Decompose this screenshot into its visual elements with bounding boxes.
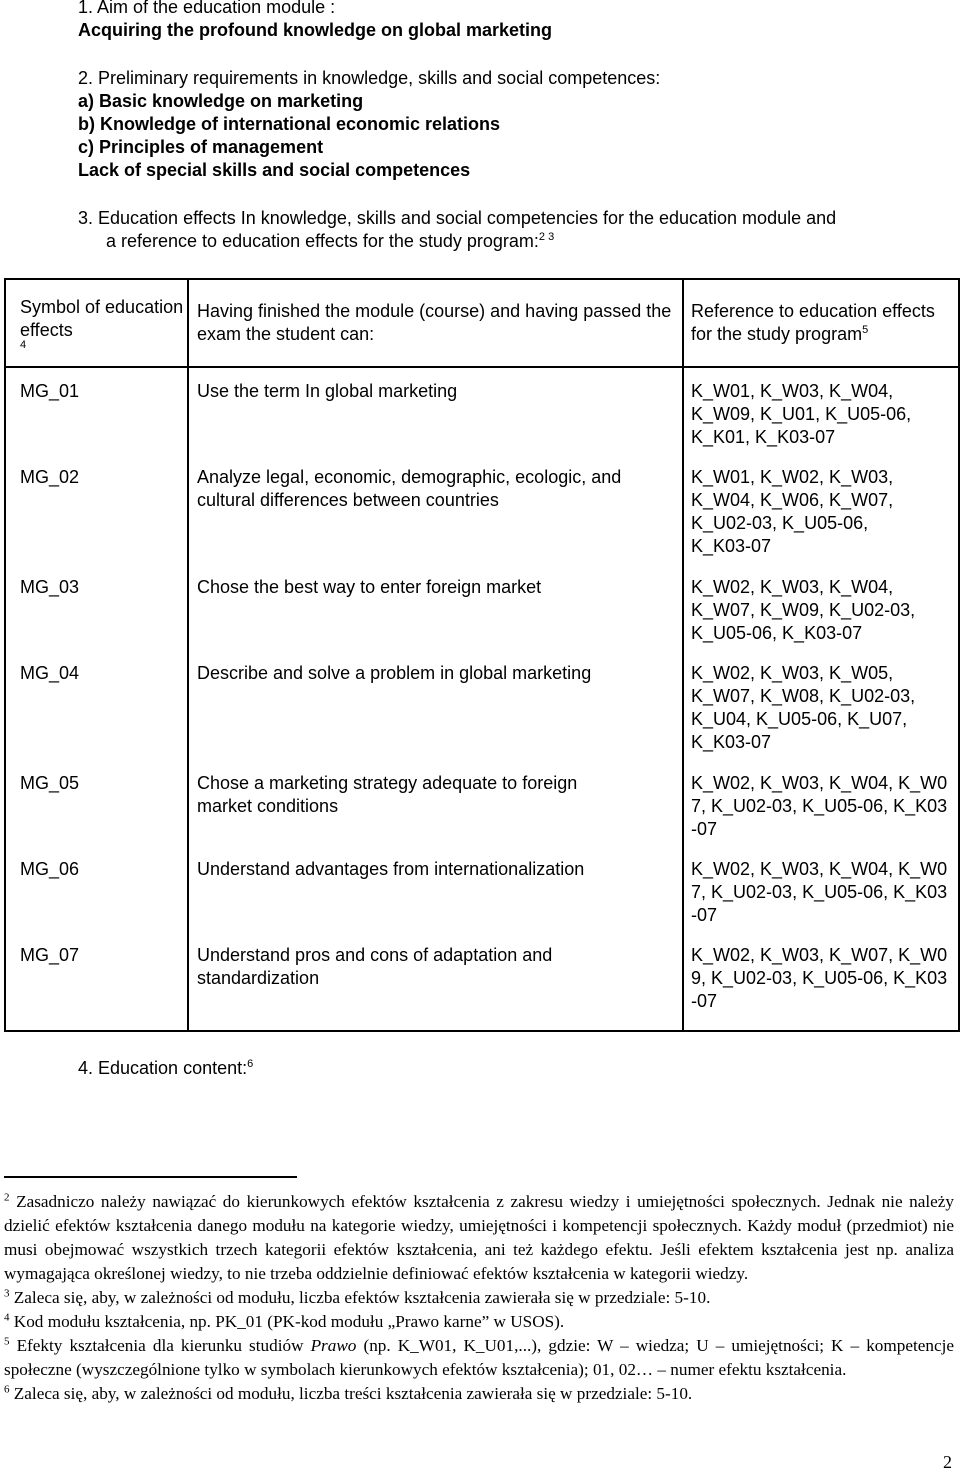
footnote-number: 5 bbox=[4, 1335, 10, 1348]
table-cell-reference: K_W02, K_W03, K_W05, K_W07, K_W08, K_U02-03, K_U04, K_U05-06, K_U07, K_K03-07 bbox=[691, 663, 916, 752]
footnote bbox=[4, 1286, 954, 1310]
footnotes bbox=[4, 1190, 954, 1406]
header-reference-label: Reference to education effects for the study program bbox=[691, 301, 935, 344]
table-cell-symbol: MG_05 bbox=[20, 773, 80, 793]
footnote bbox=[4, 1190, 954, 1286]
module-aim: Acquiring the profound knowledge on global marketing bbox=[78, 20, 553, 40]
footnote bbox=[4, 1310, 954, 1334]
table-body-row bbox=[5, 367, 959, 1031]
requirement-c: c) Principles of management bbox=[78, 137, 324, 157]
requirement-note: Lack of special skills and social competences bbox=[78, 160, 471, 180]
header-effect bbox=[188, 279, 683, 367]
section3-heading-text: a reference to education effects for the study program: bbox=[106, 231, 539, 251]
footnote-text: Zasadniczo należy nawiązać do kierunkowych efektów kształcenia z zakresu wiedzy i umiejętności społecznych. Jednak nie należy dzielić efektów kształcenia danego modułu na kategorie wiedzy, umiejętności i kompetencji społecznych. Każdy moduł (przedmiot) nie musi obejmować wszystkich trzech kategorii efektów kształcenia, ani też każdego efektu. Jeśli efektem kształcenia jest np. analiza wymagająca określonej wiedzy, to nie trzeba oddzielnie definiować efektów kształcenia w kategorii wiedzy. bbox=[4, 1192, 954, 1283]
section3-heading: 3. Education effects In knowledge, skills and social competencies for the education module and bbox=[78, 208, 837, 228]
footnote-number: 4 bbox=[4, 1311, 10, 1324]
table-cell-reference: K_W02, K_W03, K_W04, K_W07, K_U02-03, K_U05-06, K_K03-07 bbox=[691, 773, 948, 839]
footnote-text: Kod modułu kształcenia, np. PK_01 (PK-kod modułu „Prawo karne” w USOS). bbox=[13, 1312, 565, 1331]
table-header-row bbox=[5, 279, 959, 367]
header-symbol bbox=[5, 279, 188, 367]
footnote-number: 2 bbox=[4, 1191, 10, 1204]
footnote-number: 6 bbox=[4, 1383, 10, 1396]
footnote-text: Zaleca się, aby, w zależności od modułu, liczba treści kształcenia zawierała się w przedziale: 5-10. bbox=[13, 1384, 693, 1403]
section4-heading bbox=[78, 1057, 253, 1080]
table-cell-effect: Analyze legal, economic, demographic, ecologic, and cultural differences between countries bbox=[197, 467, 622, 510]
table-cell-reference: K_W02, K_W03, K_W07, K_W09, K_U02-03, K_U05-06, K_K03-07 bbox=[691, 945, 948, 1011]
footnote-separator bbox=[4, 1176, 297, 1178]
table-cell-reference: K_W01, K_W02, K_W03, K_W04, K_W06, K_W07, K_U02-03, K_U05-06, K_K03-07 bbox=[691, 467, 894, 556]
table-cell-symbol: MG_01 bbox=[20, 381, 80, 401]
requirement-b: b) Knowledge of international economic relations bbox=[78, 114, 501, 134]
table-cell-symbol: MG_03 bbox=[20, 577, 80, 597]
table-cell-effect: Understand advantages from internationalization bbox=[197, 859, 585, 879]
footnote-ref: 6 bbox=[247, 1058, 254, 1070]
footnote-text: Efekty kształcenia dla kierunku studiów bbox=[16, 1336, 311, 1355]
page-number: 2 bbox=[943, 1452, 952, 1472]
reference-column bbox=[683, 367, 959, 1031]
table-cell-effect: Chose the best way to enter foreign market bbox=[197, 577, 542, 597]
table-cell-reference: K_W02, K_W03, K_W04, K_W07, K_W09, K_U02-03, K_U05-06, K_K03-07 bbox=[691, 577, 916, 643]
table-cell-effect: Use the term In global marketing bbox=[197, 381, 458, 401]
table-cell-symbol: MG_07 bbox=[20, 945, 80, 965]
footnote-ref: 4 bbox=[20, 338, 27, 351]
table-cell-effect: Understand pros and cons of adaptation and standardization bbox=[197, 945, 553, 988]
footnote-number: 3 bbox=[4, 1287, 10, 1300]
footnote bbox=[4, 1334, 954, 1382]
table-cell-symbol: MG_02 bbox=[20, 467, 80, 487]
section1-heading: 1. Aim of the education module : bbox=[78, 0, 336, 17]
symbol-column bbox=[5, 367, 188, 1031]
header-symbol-label: Symbol of education effects bbox=[20, 296, 184, 340]
table-cell-effect: Describe and solve a problem in global marketing bbox=[197, 663, 592, 683]
requirement-a: a) Basic knowledge on marketing bbox=[78, 91, 364, 111]
footnote-ref: 5 bbox=[862, 324, 869, 336]
table-cell-symbol: MG_04 bbox=[20, 663, 80, 683]
table-cell-reference: K_W02, K_W03, K_W04, K_W07, K_U02-03, K_U05-06, K_K03-07 bbox=[691, 859, 948, 925]
footnote-ref: 2 3 bbox=[538, 231, 555, 243]
table-cell-symbol: MG_06 bbox=[20, 859, 80, 879]
section2-heading: 2. Preliminary requirements in knowledge, skills and social competences: bbox=[78, 68, 661, 88]
table-cell-reference: K_W01, K_W03, K_W04, K_W09, K_U01, K_U05-06, K_K01, K_K03-07 bbox=[691, 381, 912, 447]
section3-heading-cont bbox=[106, 230, 554, 253]
footnote-text: Zaleca się, aby, w zależności od modułu, liczba efektów kształcenia zawierała się w przedziale: 5-10. bbox=[13, 1288, 711, 1307]
section4-heading-text: 4. Education content: bbox=[78, 1058, 248, 1078]
table-cell-effect: Chose a marketing strategy adequate to foreign market conditions bbox=[197, 773, 578, 816]
header-effect-label: Having finished the module (course) and having passed the exam the student can: bbox=[197, 301, 672, 344]
header-reference bbox=[683, 279, 959, 367]
education-effects-table bbox=[4, 278, 960, 1032]
effect-column bbox=[188, 367, 683, 1031]
footnote-text: (np. K_W01, K_U01,...), gdzie: W – wiedza; U – umiejętności; K – kompetencje społeczne (wyszczególnione tylko w symbolach kierunkowych efektów kształcenia); 01, 02… – numer efektu kształcenia. bbox=[4, 1336, 954, 1379]
footnote bbox=[4, 1382, 954, 1406]
footnote-italic: Prawo bbox=[310, 1336, 357, 1355]
